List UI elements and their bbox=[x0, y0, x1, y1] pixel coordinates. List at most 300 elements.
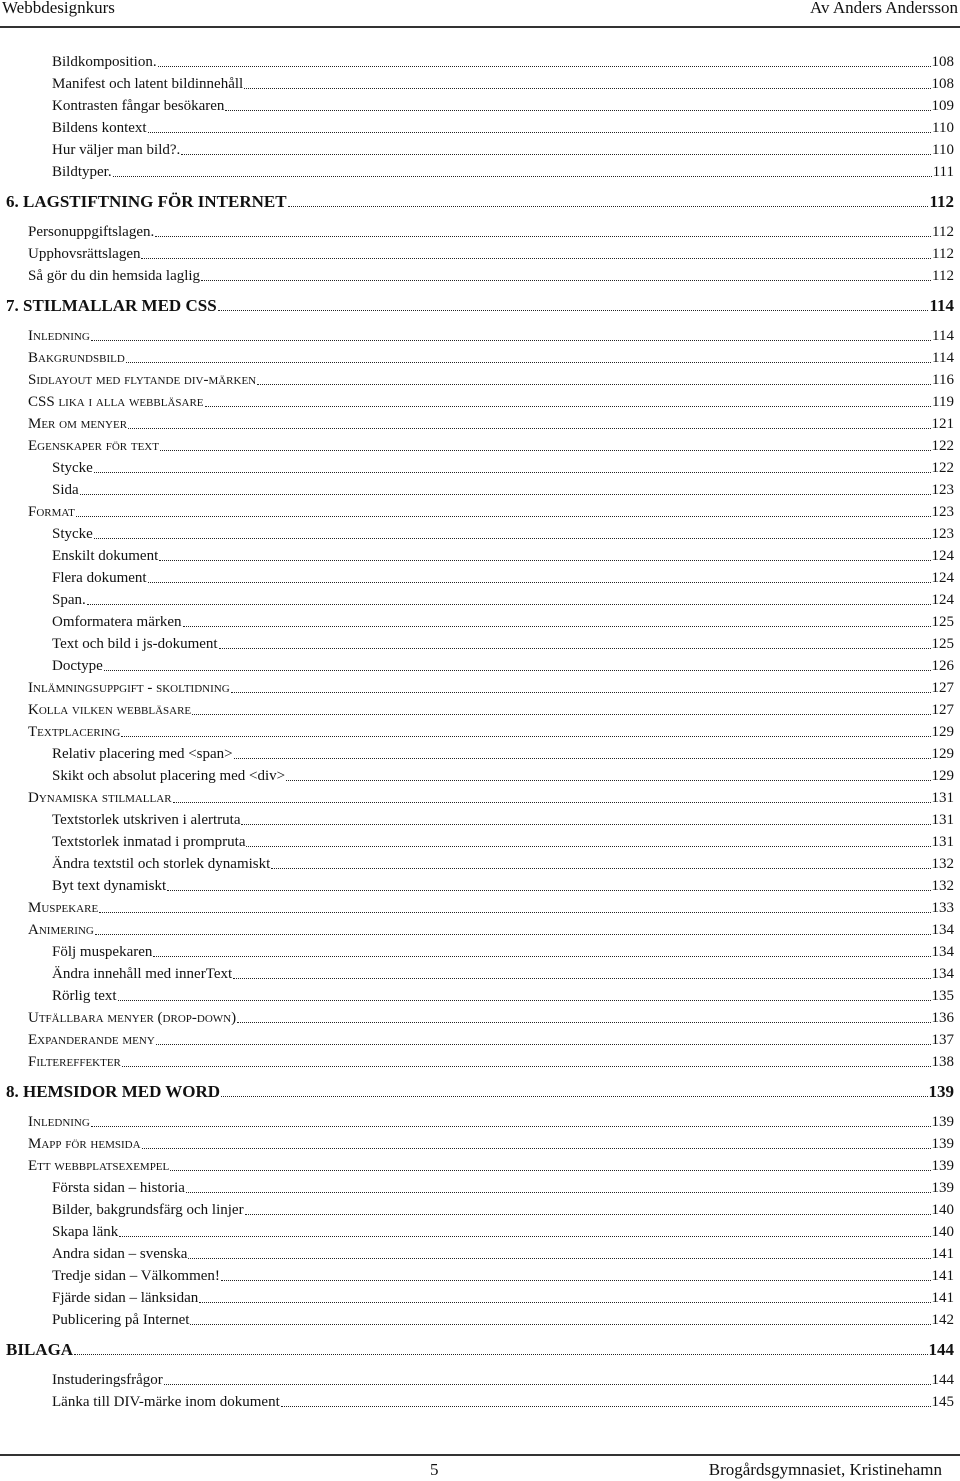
toc-entry[interactable] bbox=[6, 939, 954, 961]
dot-leader bbox=[201, 279, 931, 281]
dot-leader bbox=[281, 1405, 931, 1407]
toc-entry[interactable] bbox=[6, 115, 954, 137]
toc-entry-title: Bildkomposition. bbox=[52, 54, 157, 70]
dot-leader bbox=[173, 801, 931, 803]
dot-leader bbox=[113, 175, 932, 177]
toc-entry-title-wrap bbox=[6, 349, 125, 367]
dot-leader bbox=[118, 999, 931, 1001]
toc-entry-title-wrap bbox=[6, 1371, 163, 1389]
toc-entry-title-wrap bbox=[6, 1341, 73, 1359]
toc-entry-title-wrap bbox=[6, 393, 204, 411]
toc-entry-title: BILAGA bbox=[6, 1340, 74, 1359]
toc-entry-page: 110 bbox=[932, 142, 954, 158]
toc-entry-title: Utfällbara menyer (drop-down) bbox=[28, 1010, 237, 1026]
toc-entry-page: 141 bbox=[931, 1290, 954, 1306]
toc-entry-page: 109 bbox=[931, 98, 954, 114]
toc-entry-title-wrap bbox=[6, 701, 191, 719]
toc-entry-title-wrap bbox=[6, 503, 75, 521]
dot-leader bbox=[156, 1043, 931, 1045]
toc-entry[interactable] bbox=[6, 367, 954, 389]
toc-entry-page: 144 bbox=[931, 1372, 954, 1388]
toc-entry[interactable] bbox=[6, 895, 954, 917]
toc-entry-title-wrap bbox=[6, 193, 287, 211]
toc-entry[interactable] bbox=[6, 499, 954, 521]
toc-entry[interactable] bbox=[6, 323, 954, 345]
toc-entry[interactable] bbox=[6, 719, 954, 741]
toc-entry-title: Format bbox=[28, 504, 75, 520]
toc-entry-title: Ändra innehåll med innerText bbox=[52, 966, 233, 982]
dot-leader bbox=[183, 625, 931, 627]
dot-leader bbox=[219, 647, 931, 649]
dot-leader bbox=[186, 1191, 931, 1193]
toc-entry[interactable] bbox=[6, 455, 954, 477]
dot-leader bbox=[141, 257, 931, 259]
dot-leader bbox=[142, 1147, 931, 1149]
toc-entry-title-wrap bbox=[6, 1009, 236, 1027]
toc-entry-page: 131 bbox=[931, 790, 954, 806]
toc-entry[interactable] bbox=[6, 1263, 954, 1285]
toc-entry[interactable] bbox=[6, 1027, 954, 1049]
toc-entry-page: 141 bbox=[931, 1246, 954, 1262]
toc-entry-title-wrap bbox=[6, 811, 240, 829]
toc-entry-page: 125 bbox=[931, 614, 954, 630]
toc-entry-title-wrap bbox=[6, 767, 285, 785]
toc-entry-title: Sida bbox=[52, 482, 79, 498]
toc-entry[interactable] bbox=[6, 411, 954, 433]
toc-entry-title: Mer om menyer bbox=[28, 416, 128, 432]
toc-entry-page: 139 bbox=[931, 1158, 954, 1174]
toc-entry-title-wrap bbox=[6, 1393, 280, 1411]
toc-entry[interactable] bbox=[6, 697, 954, 719]
toc-entry-title-wrap bbox=[6, 1201, 244, 1219]
toc-entry-title-wrap bbox=[6, 1311, 189, 1329]
toc-entry-title: Textstorlek inmatad i prompruta bbox=[52, 834, 246, 850]
toc-entry-page: 112 bbox=[932, 246, 954, 262]
toc-entry[interactable] bbox=[6, 71, 954, 93]
dot-leader bbox=[119, 1235, 930, 1237]
toc-entry-title-wrap bbox=[6, 921, 94, 939]
toc-entry-title: Bildtyper. bbox=[52, 164, 112, 180]
page-number: 5 bbox=[430, 1460, 439, 1479]
toc-entry[interactable] bbox=[6, 293, 954, 315]
toc-entry[interactable] bbox=[6, 1131, 954, 1153]
dot-leader bbox=[121, 735, 930, 737]
toc-entry-title: CSS lika i alla webbläsare bbox=[28, 394, 204, 410]
toc-entry[interactable] bbox=[6, 1079, 954, 1101]
toc-entry-page: 112 bbox=[932, 224, 954, 240]
toc-entry[interactable] bbox=[6, 917, 954, 939]
dot-leader bbox=[221, 1279, 931, 1281]
dot-leader bbox=[91, 339, 931, 341]
school-name: Brogårdsgymnasiet, Kristinehamn bbox=[708, 1460, 942, 1479]
toc-entry[interactable] bbox=[6, 93, 954, 115]
toc-entry-title-wrap bbox=[6, 635, 218, 653]
toc-entry-title-wrap bbox=[6, 613, 182, 631]
toc-entry-title-wrap bbox=[6, 899, 98, 917]
toc-entry-title-wrap bbox=[6, 525, 93, 543]
page-footer bbox=[0, 1454, 960, 1481]
toc-entry-page: 116 bbox=[932, 372, 954, 388]
toc-entry-page: 134 bbox=[931, 944, 954, 960]
dot-leader bbox=[167, 889, 930, 891]
toc-entry-title-wrap bbox=[6, 371, 256, 389]
toc-entry[interactable] bbox=[6, 807, 954, 829]
dot-leader bbox=[122, 1065, 931, 1067]
toc-entry-page: 136 bbox=[931, 1010, 954, 1026]
toc-entry-title: Inledning bbox=[28, 1114, 90, 1130]
toc-entry-page: 127 bbox=[931, 680, 954, 696]
dot-leader bbox=[199, 1301, 930, 1303]
toc-entry[interactable] bbox=[6, 785, 954, 807]
toc-entry-title-wrap bbox=[6, 1245, 187, 1263]
toc-entry-title-wrap bbox=[6, 1031, 155, 1049]
toc-entry[interactable] bbox=[6, 763, 954, 785]
toc-entry-title-wrap bbox=[6, 267, 200, 285]
toc-entry-page: 140 bbox=[931, 1224, 954, 1240]
dot-leader bbox=[126, 361, 931, 363]
toc-entry[interactable] bbox=[6, 1049, 954, 1071]
dot-leader bbox=[148, 131, 931, 133]
toc-entry-page: 135 bbox=[931, 988, 954, 1004]
dot-leader bbox=[94, 471, 931, 473]
toc-entry-title-wrap bbox=[6, 1289, 198, 1307]
dot-leader bbox=[271, 867, 930, 869]
toc-entry-page: 129 bbox=[931, 724, 954, 740]
toc-entry-title: Inledning bbox=[28, 328, 90, 344]
toc-entry[interactable] bbox=[6, 1219, 954, 1241]
toc-entry-title: Så gör du din hemsida laglig bbox=[28, 268, 201, 284]
dot-leader bbox=[148, 581, 931, 583]
toc-entry-title: Följ muspekaren bbox=[52, 944, 153, 960]
dot-leader bbox=[205, 405, 932, 407]
dot-leader bbox=[80, 493, 931, 495]
page-header bbox=[0, 0, 960, 28]
toc-entry[interactable] bbox=[6, 189, 954, 211]
toc-entry-title: Span. bbox=[52, 592, 86, 608]
toc-entry-page: 144 bbox=[928, 1340, 954, 1359]
toc-entry-title-wrap bbox=[6, 1267, 220, 1285]
toc-entry[interactable] bbox=[6, 609, 954, 631]
toc-entry-title-wrap bbox=[6, 789, 172, 807]
toc-entry[interactable] bbox=[6, 653, 954, 675]
dot-leader bbox=[231, 691, 931, 693]
toc-entry-page: 142 bbox=[931, 1312, 954, 1328]
toc-entry-page: 138 bbox=[931, 1054, 954, 1070]
toc-entry-page: 124 bbox=[931, 548, 954, 564]
toc-entry-page: 111 bbox=[932, 164, 954, 180]
dot-leader bbox=[87, 603, 931, 605]
toc-entry-title: 7. STILMALLAR MED CSS bbox=[6, 296, 217, 315]
toc-entry[interactable] bbox=[6, 1307, 954, 1329]
toc-entry-page: 139 bbox=[928, 1082, 954, 1101]
toc-entry[interactable] bbox=[6, 1153, 954, 1175]
toc-entry[interactable] bbox=[6, 1241, 954, 1263]
toc-entry-title: Skapa länk bbox=[52, 1224, 119, 1240]
toc-entry-page: 140 bbox=[931, 1202, 954, 1218]
toc-entry-page: 114 bbox=[929, 296, 954, 315]
toc-entry[interactable] bbox=[6, 137, 954, 159]
toc-entry-title: 6. LAGSTIFTNING FÖR INTERNET bbox=[6, 192, 287, 211]
toc-entry-title-wrap bbox=[6, 569, 147, 587]
dot-leader bbox=[170, 1169, 930, 1171]
toc-entry[interactable] bbox=[6, 587, 954, 609]
toc-entry-title: Publicering på Internet bbox=[52, 1312, 190, 1328]
toc-entry-title: 8. HEMSIDOR MED WORD bbox=[6, 1082, 221, 1101]
toc-entry-title-wrap bbox=[6, 547, 158, 565]
toc-entry[interactable] bbox=[6, 1337, 954, 1359]
toc-entry-page: 112 bbox=[932, 268, 954, 284]
table-of-contents bbox=[6, 49, 954, 1411]
toc-entry-title-wrap bbox=[6, 97, 224, 115]
toc-entry-title-wrap bbox=[6, 723, 120, 741]
toc-entry-page: 119 bbox=[932, 394, 954, 410]
toc-entry-title: Första sidan – historia bbox=[52, 1180, 185, 1196]
course-title: Webbdesignkurs bbox=[2, 0, 115, 17]
toc-entry-title: Animering bbox=[28, 922, 94, 938]
dot-leader bbox=[91, 1125, 931, 1127]
toc-entry-title: Dynamiska stilmallar bbox=[28, 790, 172, 806]
toc-entry-page: 114 bbox=[932, 350, 954, 366]
toc-entry[interactable] bbox=[6, 873, 954, 895]
toc-entry-title-wrap bbox=[6, 679, 230, 697]
toc-entry-page: 134 bbox=[931, 966, 954, 982]
toc-entry-page: 108 bbox=[931, 76, 954, 92]
toc-entry-title-wrap bbox=[6, 1053, 121, 1071]
toc-entry-title: Stycke bbox=[52, 460, 93, 476]
toc-entry-page: 125 bbox=[931, 636, 954, 652]
toc-entry-page: 137 bbox=[931, 1032, 954, 1048]
toc-entry-title-wrap bbox=[6, 1179, 185, 1197]
toc-entry-page: 141 bbox=[931, 1268, 954, 1284]
toc-entry-title: Bilder, bakgrundsfärg och linjer bbox=[52, 1202, 244, 1218]
toc-entry-title: Upphovsrättslagen bbox=[28, 246, 141, 262]
toc-entry-page: 134 bbox=[931, 922, 954, 938]
toc-entry-page: 124 bbox=[931, 570, 954, 586]
toc-entry-title: Instuderingsfrågor bbox=[52, 1372, 163, 1388]
toc-entry[interactable] bbox=[6, 829, 954, 851]
toc-entry-title-wrap bbox=[6, 591, 86, 609]
toc-entry-title-wrap bbox=[6, 459, 93, 477]
toc-entry-title-wrap bbox=[6, 1157, 169, 1175]
toc-entry-page: 145 bbox=[931, 1394, 954, 1410]
toc-entry-title: Relativ placering med <span> bbox=[52, 746, 233, 762]
toc-entry-title: Rörlig text bbox=[52, 988, 117, 1004]
toc-entry[interactable] bbox=[6, 1005, 954, 1027]
toc-entry-page: 123 bbox=[931, 526, 954, 542]
toc-entry-title: Inlämningsuppgift - skoltidning bbox=[28, 680, 230, 696]
toc-entry-title: Enskilt dokument bbox=[52, 548, 159, 564]
toc-entry[interactable] bbox=[6, 543, 954, 565]
toc-entry[interactable] bbox=[6, 631, 954, 653]
dot-leader bbox=[221, 1095, 927, 1097]
toc-entry-title: Mapp för hemsida bbox=[28, 1136, 141, 1152]
toc-entry-title: Egenskaper för text bbox=[28, 438, 159, 454]
toc-entry-title: Personuppgiftslagen. bbox=[28, 224, 155, 240]
toc-entry-page: 114 bbox=[932, 328, 954, 344]
toc-entry-page: 124 bbox=[931, 592, 954, 608]
toc-entry-page: 110 bbox=[932, 120, 954, 136]
dot-leader bbox=[192, 713, 930, 715]
toc-entry-title: Ändra textstil och storlek dynamiskt bbox=[52, 856, 271, 872]
toc-entry-title-wrap bbox=[6, 163, 112, 181]
dot-leader bbox=[241, 823, 930, 825]
toc-entry-page: 132 bbox=[931, 856, 954, 872]
toc-entry[interactable] bbox=[6, 675, 954, 697]
toc-entry-title: Kontrasten fångar besökaren bbox=[52, 98, 225, 114]
toc-entry-title: Textplacering bbox=[28, 724, 121, 740]
dot-leader bbox=[288, 205, 929, 207]
toc-entry[interactable] bbox=[6, 565, 954, 587]
toc-entry-title: Omformatera märken bbox=[52, 614, 182, 630]
toc-entry-title-wrap bbox=[6, 965, 232, 983]
dot-leader bbox=[104, 669, 931, 671]
dot-leader bbox=[158, 65, 931, 67]
toc-entry-title: Stycke bbox=[52, 526, 93, 542]
toc-entry-title: Sidlayout med flytande div-märken bbox=[28, 372, 257, 388]
dot-leader bbox=[225, 109, 930, 111]
toc-entry[interactable] bbox=[6, 345, 954, 367]
toc-entry-page: 139 bbox=[931, 1136, 954, 1152]
toc-entry-title: Fjärde sidan – länksidan bbox=[52, 1290, 199, 1306]
toc-entry-page: 122 bbox=[931, 460, 954, 476]
toc-entry-title: Hur väljer man bild?. bbox=[52, 142, 181, 158]
toc-entry-title: Manifest och latent bildinnehåll bbox=[52, 76, 244, 92]
toc-entry-title-wrap bbox=[6, 657, 103, 675]
dot-leader bbox=[257, 383, 931, 385]
toc-entry-page: 131 bbox=[931, 834, 954, 850]
toc-entry[interactable] bbox=[6, 1367, 954, 1389]
dot-leader bbox=[218, 309, 929, 311]
toc-entry-title-wrap bbox=[6, 297, 217, 315]
toc-entry-page: 122 bbox=[931, 438, 954, 454]
toc-entry-title-wrap bbox=[6, 1083, 220, 1101]
toc-entry-title: Doctype bbox=[52, 658, 103, 674]
toc-entry-title-wrap bbox=[6, 223, 154, 241]
toc-entry-title: Byt text dynamiskt bbox=[52, 878, 167, 894]
toc-entry[interactable] bbox=[6, 983, 954, 1005]
toc-entry[interactable] bbox=[6, 1285, 954, 1307]
toc-entry[interactable] bbox=[6, 389, 954, 411]
dot-leader bbox=[244, 87, 930, 89]
dot-leader bbox=[237, 1021, 930, 1023]
toc-entry[interactable] bbox=[6, 219, 954, 241]
toc-entry-title-wrap bbox=[6, 53, 157, 71]
toc-entry[interactable] bbox=[6, 159, 954, 181]
toc-entry-title-wrap bbox=[6, 833, 245, 851]
toc-entry-title: Kolla vilken webbläsare bbox=[28, 702, 192, 718]
toc-entry-page: 133 bbox=[931, 900, 954, 916]
dot-leader bbox=[160, 449, 931, 451]
toc-entry-title-wrap bbox=[6, 119, 147, 137]
dot-leader bbox=[188, 1257, 930, 1259]
toc-entry-page: 132 bbox=[931, 878, 954, 894]
toc-entry-page: 131 bbox=[931, 812, 954, 828]
toc-entry[interactable] bbox=[6, 49, 954, 71]
toc-entry[interactable] bbox=[6, 961, 954, 983]
toc-entry-page: 108 bbox=[931, 54, 954, 70]
toc-entry-title-wrap bbox=[6, 75, 243, 93]
toc-entry-title-wrap bbox=[6, 943, 152, 961]
toc-entry-title-wrap bbox=[6, 855, 270, 873]
toc-entry[interactable] bbox=[6, 851, 954, 873]
toc-entry-title-wrap bbox=[6, 327, 90, 345]
dot-leader bbox=[76, 515, 931, 517]
dot-leader bbox=[234, 757, 931, 759]
dot-leader bbox=[164, 1383, 931, 1385]
dot-leader bbox=[181, 153, 931, 155]
toc-entry-page: 129 bbox=[931, 746, 954, 762]
dot-leader bbox=[155, 235, 931, 237]
toc-entry-title: Ett webbplatsexempel bbox=[28, 1158, 170, 1174]
toc-entry-title-wrap bbox=[6, 437, 159, 455]
toc-entry[interactable] bbox=[6, 263, 954, 285]
toc-entry-page: 126 bbox=[931, 658, 954, 674]
toc-entry-title-wrap bbox=[6, 141, 180, 159]
toc-entry-title-wrap bbox=[6, 1223, 118, 1241]
toc-entry-title: Bakgrundsbild bbox=[28, 350, 125, 366]
toc-entry[interactable] bbox=[6, 241, 954, 263]
toc-entry-title-wrap bbox=[6, 415, 127, 433]
toc-entry[interactable] bbox=[6, 433, 954, 455]
toc-entry-title: Muspekare bbox=[28, 900, 99, 916]
toc-entry-title: Skikt och absolut placering med <div> bbox=[52, 768, 286, 784]
toc-entry-page: 121 bbox=[931, 416, 954, 432]
toc-entry-page: 139 bbox=[931, 1180, 954, 1196]
toc-entry-title-wrap bbox=[6, 987, 117, 1005]
toc-entry[interactable] bbox=[6, 741, 954, 763]
toc-entry[interactable] bbox=[6, 1197, 954, 1219]
toc-entry-title: Expanderande meny bbox=[28, 1032, 155, 1048]
dot-leader bbox=[190, 1323, 930, 1325]
dot-leader bbox=[233, 977, 930, 979]
dot-leader bbox=[153, 955, 930, 957]
toc-entry-title-wrap bbox=[6, 1135, 141, 1153]
toc-entry-title: Flera dokument bbox=[52, 570, 147, 586]
toc-entry-title: Textstorlek utskriven i alertruta bbox=[52, 812, 241, 828]
toc-entry-title-wrap bbox=[6, 745, 233, 763]
toc-entry-title: Filtereffekter bbox=[28, 1054, 121, 1070]
dot-leader bbox=[246, 845, 930, 847]
toc-entry-title-wrap bbox=[6, 877, 166, 895]
dot-leader bbox=[286, 779, 930, 781]
toc-entry-title: Andra sidan – svenska bbox=[52, 1246, 188, 1262]
dot-leader bbox=[99, 911, 930, 913]
toc-entry[interactable] bbox=[6, 1109, 954, 1131]
toc-entry[interactable] bbox=[6, 521, 954, 543]
toc-entry-title-wrap bbox=[6, 245, 140, 263]
toc-entry-page: 123 bbox=[931, 482, 954, 498]
dot-leader bbox=[128, 427, 930, 429]
dot-leader bbox=[94, 537, 931, 539]
toc-entry-title-wrap bbox=[6, 1113, 90, 1131]
toc-entry-title: Länka till DIV-märke inom dokument bbox=[52, 1394, 280, 1410]
dot-leader bbox=[95, 933, 931, 935]
toc-entry-page: 123 bbox=[931, 504, 954, 520]
dot-leader bbox=[74, 1353, 927, 1355]
toc-entry-page: 112 bbox=[929, 192, 954, 211]
toc-entry-title: Text och bild i js-dokument bbox=[52, 636, 218, 652]
toc-entry[interactable] bbox=[6, 477, 954, 499]
toc-entry[interactable] bbox=[6, 1175, 954, 1197]
toc-entry-page: 139 bbox=[931, 1114, 954, 1130]
dot-leader bbox=[159, 559, 930, 561]
toc-entry-title: Tredje sidan – Välkommen! bbox=[52, 1268, 220, 1284]
toc-entry-title-wrap bbox=[6, 481, 79, 499]
author-name: Av Anders Andersson bbox=[810, 0, 958, 17]
toc-entry-title: Bildens kontext bbox=[52, 120, 147, 136]
toc-entry[interactable] bbox=[6, 1389, 954, 1411]
toc-entry-page: 127 bbox=[931, 702, 954, 718]
